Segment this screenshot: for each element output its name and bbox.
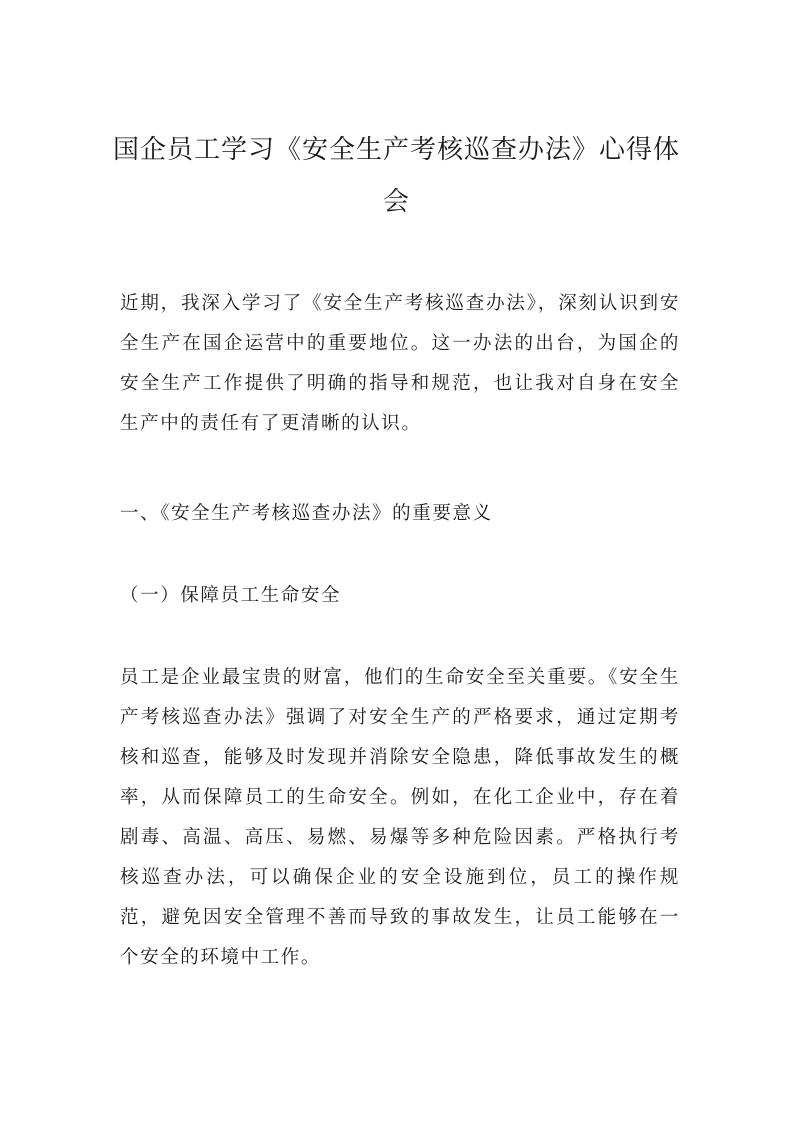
section-heading: 一、《安全生产考核巡查办法》的重要意义 bbox=[120, 503, 493, 524]
body-paragraph: 员工是企业最宝贵的财富，他们的生命安全至关重要。《安全生产考核巡查办法》强调了对安全生产的严格要求，通过定期考核和巡查，能够及时发现并消除安全隐患，降低事故发生的概率，从而保障员工的生命安全。例如，在化工企业中，存在着剧毒、高温、高压、易燃、易爆等多种危险因素。严格执行考核巡查办法，可以确保企业的安全设施到位，员工的操作规范，避免因安全管理不善而导致的事故发生，让员工能够在一个安全的环境中工作。 bbox=[120, 667, 680, 968]
document-title: 国企员工学习《安全生产考核巡查办法》心得体会 bbox=[112, 135, 680, 217]
intro-paragraph: 近期，我深入学习了《安全生产考核巡查办法》，深刻认识到安全生产在国企运营中的重要地位。这一办法的出台，为国企的安全生产工作提供了明确的指导和规范，也让我对自身在安全生产中的责任有了更清晰的认识。 bbox=[120, 293, 680, 434]
subsection-heading: （一）保障员工生命安全 bbox=[120, 585, 342, 606]
